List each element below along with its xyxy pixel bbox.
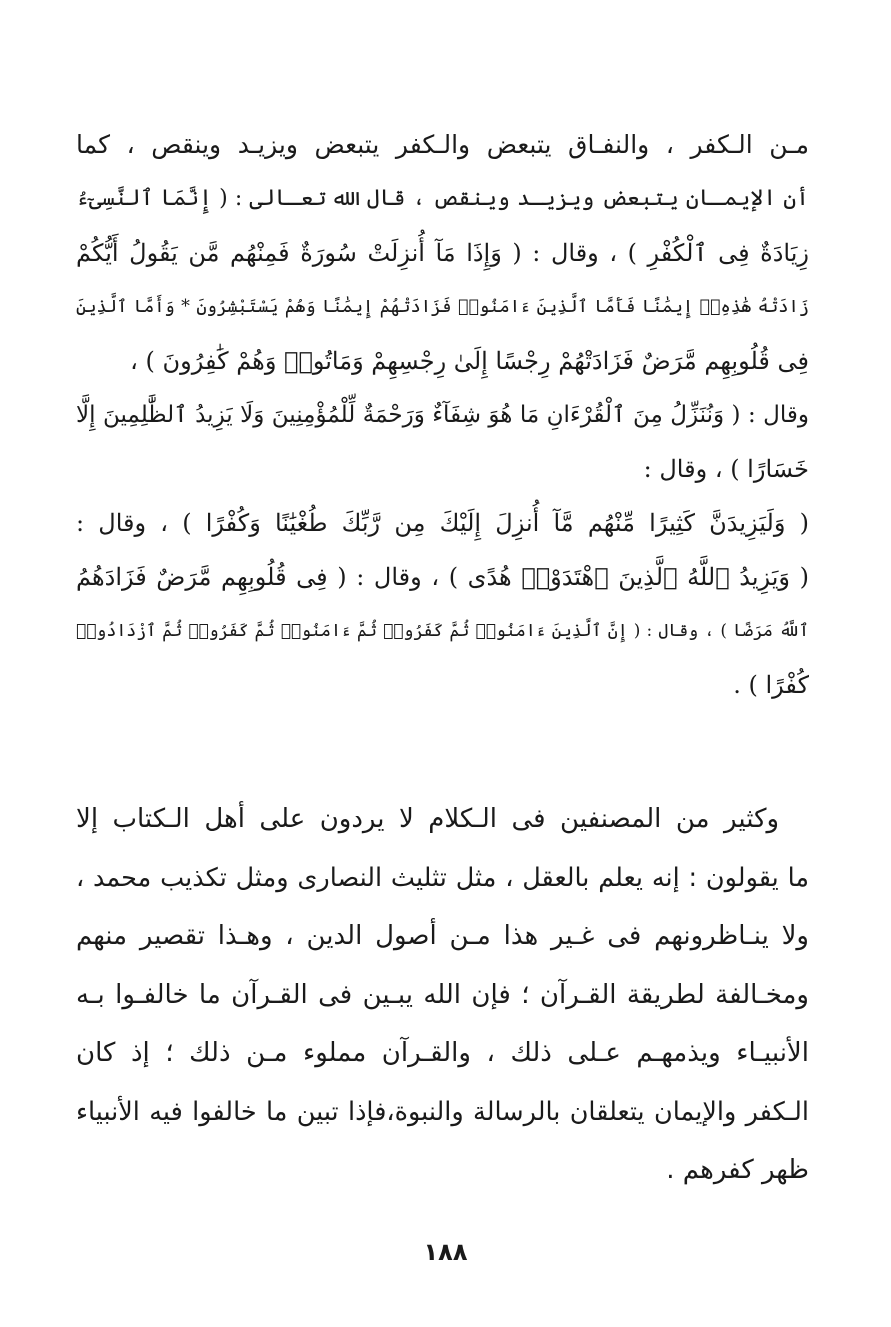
text-line: ( وَيَزِيدُ ٱللَّهُ ٱلَّذِينَ ٱهْتَدَوْا۟ هُدًى ) ، وقال : ( فِى قُلُوبِهِم مَّرَضٌ فَزَادَهُمُ: [76, 563, 809, 591]
text-line: كُفْرًا ) .: [733, 671, 809, 699]
text-line: ولا ينـاظرونهم فى غـير هذا مـن أصول الدين ، وهـذا تقصير منهم: [76, 921, 809, 951]
text-line: ومخـالفة لطريقة القـرآن ؛ فإن الله يبـين فى القـرآن ما خالفـوا بـه: [76, 979, 809, 1010]
text-line: ظهر كفرهم .: [666, 1155, 809, 1185]
paragraph-kalam-critique: [76, 790, 809, 1200]
text-line: الـكفر والإيمان يتعلقان بالرسالة والنبوة،فإذا تبين ما خالفوا فيه الأنبياء: [76, 1096, 809, 1127]
text-line: وكثير من المصنفين فى الـكلام لا يردون على أهل الـكتاب إلا: [76, 804, 779, 834]
text-line: ما يقولون : إنه يعلم بالعقل ، مثل تثليث النصارى ومثل تكذيب محمد ،: [76, 862, 809, 893]
text-line: ( وَلَيَزِيدَنَّ كَثِيرًا مِّنْهُم مَّآ أُنزِلَ إِلَيْكَ مِن رَّبِّكَ طُغْيَٰنًا وَكُفْرًا ) ، وقال :: [76, 509, 809, 537]
paragraph-quran-citations: [76, 118, 809, 712]
text-line: وقال : ( وَنُنَزِّلُ مِنَ ٱلْقُرْءَانِ مَا هُوَ شِفَآءٌ وَرَحْمَةٌ لِّلْمُؤْمِنِينَ وَلَا يَزِيدُ ٱلظَّٰلِمِينَ إِلَّا: [76, 402, 809, 428]
text-line: الأنبيـاء ويذمهـم عـلى ذلك ، والقـرآن مملوء مـن ذلك ؛ إذ كان: [76, 1038, 809, 1068]
text-line: زَادَتْهُ هَٰذِهِۦٓ إِيمَٰنًا فَأَمَّا ٱلَّذِينَ ءَامَنُوا۟ فَزَادَتْهُمْ إِيمَٰنًا وَهُمْ يَسْتَبْشِرُونَ * وَأَمَّا ٱلَّذِينَ: [76, 297, 809, 317]
text-line: أن الإيمـان يتبعض ويزيـد وينقص ، قال الله تعـالى : ( إِنَّمَا ٱلنَّسِىٓءُ: [76, 186, 809, 211]
text-line: فِى قُلُوبِهِم مَّرَضٌ فَزَادَتْهُمْ رِجْسًا إِلَىٰ رِجْسِهِمْ وَمَاتُوا۟ وَهُمْ كَٰفِرُونَ ) ،: [130, 347, 809, 375]
text-line: ٱللَّهُ مَرَضًا ) ، وقال : ( إِنَّ ٱلَّذِينَ ءَامَنُوا۟ ثُمَّ كَفَرُوا۟ ثُمَّ ءَامَنُوا۟ ثُمَّ كَفَرُوا۟ ثُمَّ ٱزْدَادُوا۟: [76, 621, 809, 641]
text-line: زِيَادَةٌ فِى ٱلْكُفْرِ ) ، وقال : ( وَإِذَا مَآ أُنزِلَتْ سُورَةٌ فَمِنْهُم مَّن يَقُولُ أَيُّكُمْ: [76, 239, 809, 267]
text-line: خَسَارًا ) ، وقال :: [643, 455, 809, 483]
page-number: ١٨٨: [423, 1238, 468, 1266]
text-line: مـن الـكفر ، والنفـاق يتبعض والـكفر يتبعض ويزيـد وينقص ، كما: [76, 130, 809, 159]
